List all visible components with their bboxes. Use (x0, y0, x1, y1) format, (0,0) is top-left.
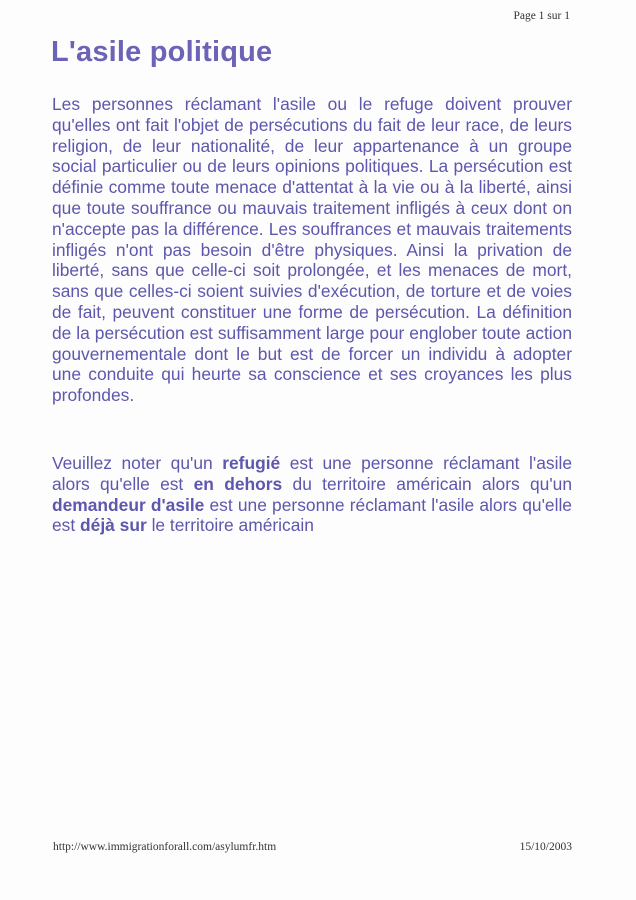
note-text: le territoire américain (146, 515, 314, 536)
note-text: est une personne réclamant l'asile alors qu'elle est (52, 453, 572, 494)
footer-date: 15/10/2003 (519, 841, 572, 853)
term-demandeur-asile: demandeur d'asile (52, 494, 205, 515)
footer-url: http://www.immigrationforall.com/asylumfr.htm (53, 841, 277, 853)
page-number: Page 1 sur 1 (513, 10, 570, 22)
note-text: du territoire américain alors qu'un (282, 473, 573, 494)
term-refugie: refugié (222, 453, 281, 473)
term-deja-sur: déjà sur (80, 515, 147, 536)
note-text: est une personne réclamant l'asile alors qu'elle est (52, 494, 572, 536)
page-title: L'asile politique (51, 36, 273, 68)
paragraph-note (52, 453, 572, 536)
term-en-dehors: en dehors (193, 473, 283, 494)
paragraph-definition: Les personnes réclamant l'asile ou le refuge doivent prouver qu'elles ont fait l'objet de persécutions du fait de leur race, de leurs religion, de leur nationalité, de leur appartenance à un groupe social particulier ou de leurs opinions politiques. La persécution est définie comme toute menace d'attentat à la vie ou à la liberté, ainsi que toute souffrance ou mauvais traitement infligés à ceux dont on n'accepte pas la différence. Les souffrances et mauvais traitements infligés n'ont pas besoin d'être physiques. Ainsi la privation de liberté, sans que celle-ci soit prolongée, et les menaces de mort, sans que celles-ci soient suivies d'exécution, de torture et de voies de fait, peuvent constituer une forme de persécution. La définition de la persécution est suffisamment large pour englober toute action gouvernementale dont le but est de forcer un individu à adopter une conduite qui heurte sa conscience et ses croyances les plus profondes. (52, 94, 572, 406)
note-text: Veuillez noter qu'un (52, 453, 223, 473)
